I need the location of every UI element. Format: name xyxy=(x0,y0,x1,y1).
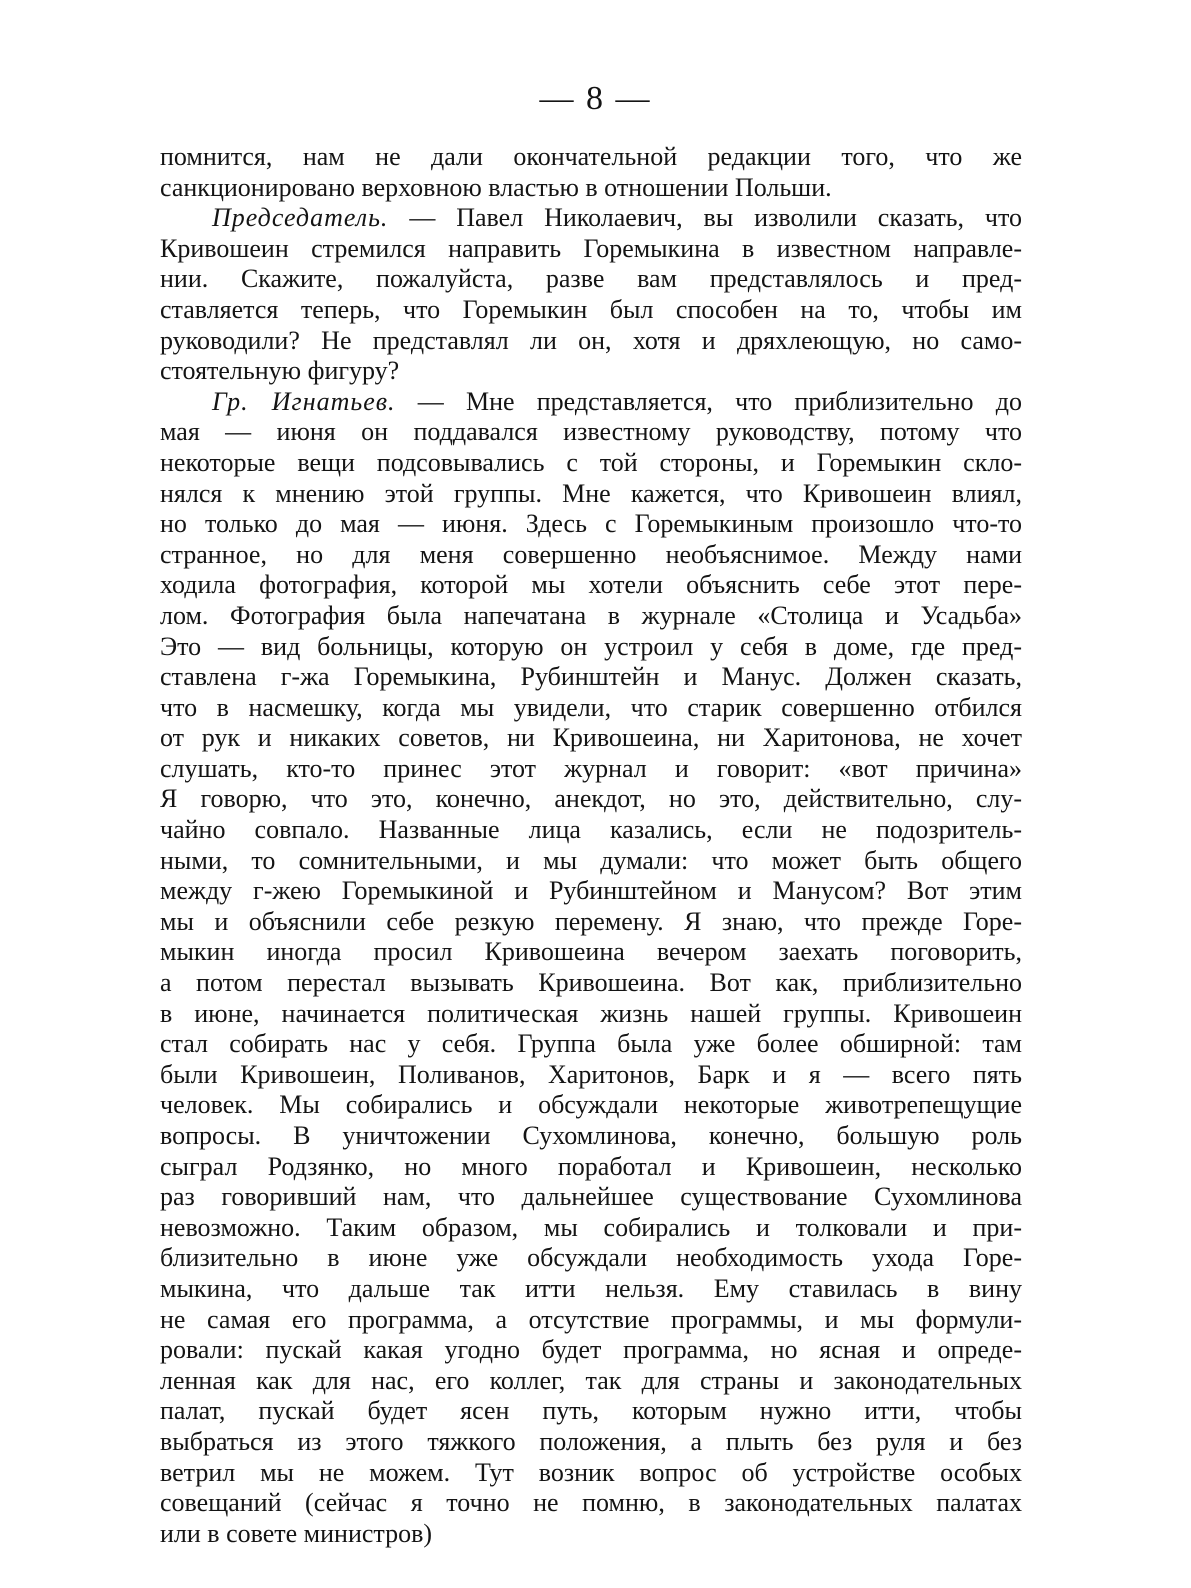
line-text: нии. Скажите, пожалуйста, разве вам представлялось и пред- xyxy=(160,264,1022,294)
text-line xyxy=(160,234,1022,265)
line-text: мы и объяснили себе резкую перемену. Я знаю, что прежде Горе- xyxy=(160,906,1022,936)
text-line xyxy=(160,1305,1022,1336)
text-line xyxy=(160,448,1022,479)
line-text: ставляется теперь, что Горемыкин был способен на то, чтобы им xyxy=(160,294,1022,324)
text-line xyxy=(160,1090,1022,1121)
text-line xyxy=(160,1396,1022,1427)
body-text xyxy=(160,142,1022,1549)
line-text: Кривошеин стремился направить Горемыкина в известном направле- xyxy=(160,233,1022,263)
text-line xyxy=(160,1335,1022,1366)
line-text: вопросы. В уничтожении Сухомлинова, конечно, большую роль xyxy=(160,1121,1022,1150)
text-line xyxy=(160,1519,1022,1550)
line-text: помнится, нам не дали окончательной редакции того, что же xyxy=(160,142,1022,171)
text-line xyxy=(160,693,1022,724)
text-line xyxy=(160,479,1022,510)
text-line xyxy=(160,356,1022,387)
line-text: стал собирать нас у себя. Группа была уже более обширной: там xyxy=(160,1029,1022,1059)
line-text: или в совете министров) xyxy=(160,1518,433,1548)
text-line xyxy=(160,1213,1022,1244)
text-line xyxy=(160,142,1022,173)
text-line xyxy=(160,1182,1022,1213)
line-text: лом. Фотография была напечатана в журнале «Столица и Усадьба» xyxy=(160,600,1022,630)
line-text: но только до мая — июня. Здесь с Горемыкиным произошло что-то xyxy=(160,509,1022,539)
text-line xyxy=(160,326,1022,357)
line-text: нялся к мнению этой группы. Мне кажется, что Кривошеин влиял, xyxy=(160,478,1022,508)
line-text: ставлена г-жа Горемыкина, Рубинштейн и Манус. Должен сказать, xyxy=(160,662,1022,692)
line-text: странное, но для меня совершенно необъяснимое. Между нами xyxy=(160,539,1022,569)
text-line xyxy=(160,1060,1022,1091)
text-line xyxy=(160,295,1022,326)
text-line xyxy=(160,601,1022,632)
text-line xyxy=(160,1152,1022,1183)
text-line xyxy=(160,1029,1022,1060)
line-text: что в насмешку, когда мы увидели, что старик совершенно отбился xyxy=(160,692,1022,722)
line-text: — Павел Николаевич, вы изволили сказать, что xyxy=(388,203,1022,233)
line-text: руководили? Не представлял ли он, хотя и дряхлеющую, но само- xyxy=(160,325,1022,355)
text-line xyxy=(160,173,1022,204)
line-text: мыкин иногда просил Кривошеина вечером заехать поговорить, xyxy=(160,937,1022,967)
line-text: санкционировано верховною властью в отношении Польши. xyxy=(160,172,832,202)
text-line xyxy=(160,876,1022,907)
line-text: ными, то сомнительными, и мы думали: что может быть общего xyxy=(160,845,1022,875)
line-text: некоторые вещи подсовывались с той стороны, и Горемыкин скло- xyxy=(160,447,1022,477)
line-text: слушать, кто-то принес этот журнал и говорит: «вот причина» xyxy=(160,753,1022,783)
line-text: от рук и никаких советов, ни Кривошеина, ни Харитонова, не хочет xyxy=(160,723,1022,753)
line-text: в июне, начинается политическая жизнь нашей группы. Кривошеин xyxy=(160,998,1022,1028)
line-text: чайно совпало. Названные лица казались, если не подозритель- xyxy=(160,815,1022,845)
speaker-name: Гр. Игнатьев. xyxy=(212,386,396,416)
line-text: ленная как для нас, его коллег, так для страны и законодательных xyxy=(160,1365,1022,1395)
text-line xyxy=(160,662,1022,693)
line-text: мыкина, что дальше так итти нельзя. Ему ставилась в вину xyxy=(160,1273,1022,1303)
line-text: — Мне представляется, что приблизительно до xyxy=(395,386,1022,416)
text-line xyxy=(160,1274,1022,1305)
text-line xyxy=(160,387,1022,418)
line-text: ветрил мы не можем. Тут возник вопрос об устройстве особых xyxy=(160,1457,1022,1487)
line-text: палат, пускай будет ясен путь, которым нужно итти, чтобы xyxy=(160,1396,1022,1426)
text-line xyxy=(160,203,1022,234)
line-text: выбраться из этого тяжкого положения, а плыть без руля и без xyxy=(160,1426,1022,1456)
line-text: мая — июня он поддавался известному руководству, потому что xyxy=(160,417,1022,447)
line-text: стоятельную фигуру? xyxy=(160,356,400,386)
text-line xyxy=(160,264,1022,295)
line-text: совещаний (сейчас я точно не помню, в законодательных палатах xyxy=(160,1488,1022,1518)
text-line xyxy=(160,723,1022,754)
text-line xyxy=(160,509,1022,540)
text-line xyxy=(160,1243,1022,1274)
text-line xyxy=(160,1458,1022,1489)
line-text: не самая его программа, а отсутствие программы, и мы формули- xyxy=(160,1304,1022,1334)
line-text: между г-жею Горемыкиной и Рубинштейном и Манусом? Вот этим xyxy=(160,876,1022,906)
line-text: а потом перестал вызывать Кривошеина. Вот как, приблизительно xyxy=(160,968,1022,998)
text-line xyxy=(160,417,1022,448)
text-line xyxy=(160,754,1022,785)
text-line xyxy=(160,1427,1022,1458)
line-text: были Кривошеин, Поливанов, Харитонов, Барк и я — всего пять xyxy=(160,1059,1022,1089)
text-line xyxy=(160,570,1022,601)
text-line xyxy=(160,1366,1022,1397)
speaker-name: Председатель. xyxy=(212,203,389,233)
text-line xyxy=(160,999,1022,1030)
text-line xyxy=(160,784,1022,815)
text-line xyxy=(160,1121,1022,1152)
line-text: невозможно. Таким образом, мы собирались и толковали и при- xyxy=(160,1212,1022,1242)
line-text: раз говоривший нам, что дальнейшее существование Сухомлинова xyxy=(160,1182,1022,1212)
text-line xyxy=(160,632,1022,663)
page-number: — 8 — xyxy=(539,80,652,117)
text-line xyxy=(160,907,1022,938)
text-line xyxy=(160,937,1022,968)
line-text: Это — вид больницы, которую он устроил у себя в доме, где пред- xyxy=(160,631,1022,661)
text-line xyxy=(160,815,1022,846)
text-line xyxy=(160,846,1022,877)
line-text: Я говорю, что это, конечно, анекдот, но это, действительно, слу- xyxy=(160,784,1022,814)
line-text: близительно в июне уже обсуждали необходимость ухода Горе- xyxy=(160,1243,1022,1273)
text-line xyxy=(160,1488,1022,1519)
line-text: ходила фотография, которой мы хотели объяснить себе этот пере- xyxy=(160,570,1022,600)
text-line xyxy=(160,968,1022,999)
line-text: ровали: пускай какая угодно будет программа, но ясная и опреде- xyxy=(160,1335,1022,1365)
line-text: сыграл Родзянко, но много поработал и Кривошеин, несколько xyxy=(160,1151,1022,1181)
text-line xyxy=(160,540,1022,571)
line-text: человек. Мы собирались и обсуждали некоторые животрепещущие xyxy=(160,1090,1022,1120)
